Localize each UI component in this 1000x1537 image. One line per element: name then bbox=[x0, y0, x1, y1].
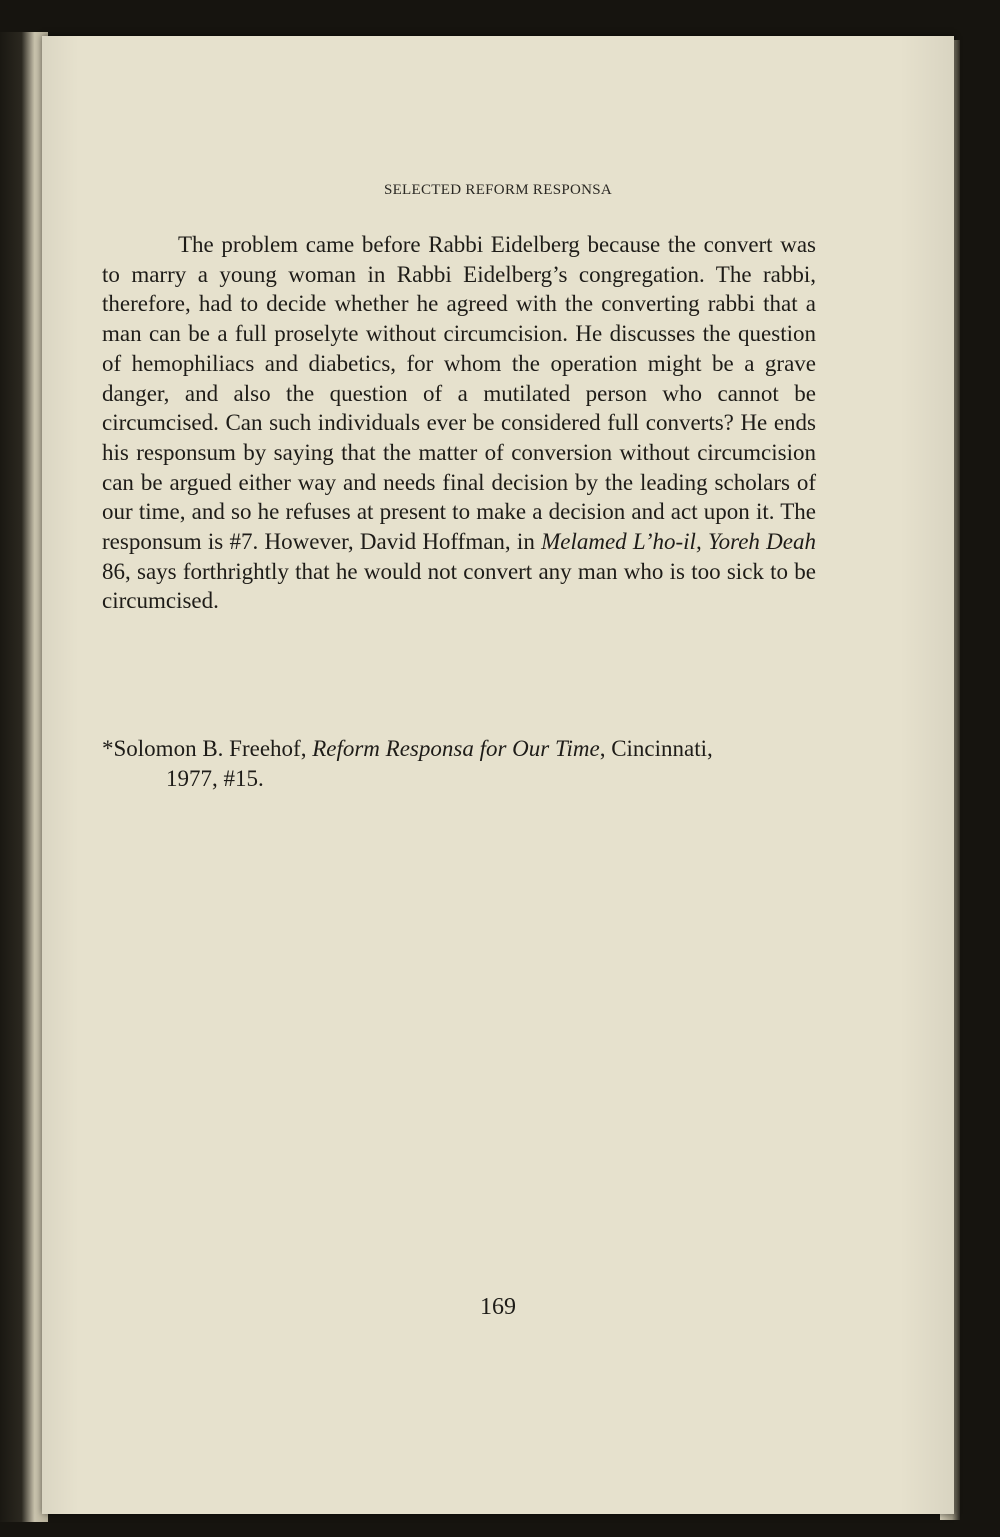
body-text bbox=[102, 230, 816, 616]
page-number: 169 bbox=[480, 1294, 516, 1320]
paragraph bbox=[102, 230, 816, 616]
footnote-line-1 bbox=[102, 734, 832, 764]
paragraph-text-end: 86, says forthrightly that he would not convert any man who is too sick to be circumcised. bbox=[102, 558, 816, 614]
footnote-title: Reform Responsa for Our Time bbox=[312, 736, 600, 761]
footnote-line-2: 1977, #15. bbox=[166, 766, 264, 791]
footnote-prefix: *Solomon B. Freehof, bbox=[102, 736, 313, 761]
running-head: SELECTED REFORM RESPONSA bbox=[383, 182, 613, 198]
cited-work-title: Melamed L’ho-il, Yoreh Deah bbox=[541, 529, 816, 555]
footnote-suffix: , Cincinnati, bbox=[599, 736, 713, 761]
paragraph-text: The problem came before Rabbi Eidelberg because the convert was to marry a young woman in Rabbi Eidelberg’s congregation. The rabbi, therefore, had to decide whether he agreed with the converting rabbi that a man can be a full proselyte without circumcision. He discusses the question of hemophiliacs and diabetics, for whom the operation might be a grave danger, and also the question of a mutilated person who cannot be circumcised. Can such individuals ever be considered full converts? He ends his responsum by saying that the matter of conversion without circumcision can be argued either way and needs final decision by the leading scholars of our time, and so he refuses at present to make a decision and act upon it. The responsum is #7. However, David Hoffman, in bbox=[102, 232, 816, 555]
footnote bbox=[102, 734, 832, 794]
page-stack-left bbox=[0, 32, 48, 1522]
book-page bbox=[42, 36, 954, 1514]
